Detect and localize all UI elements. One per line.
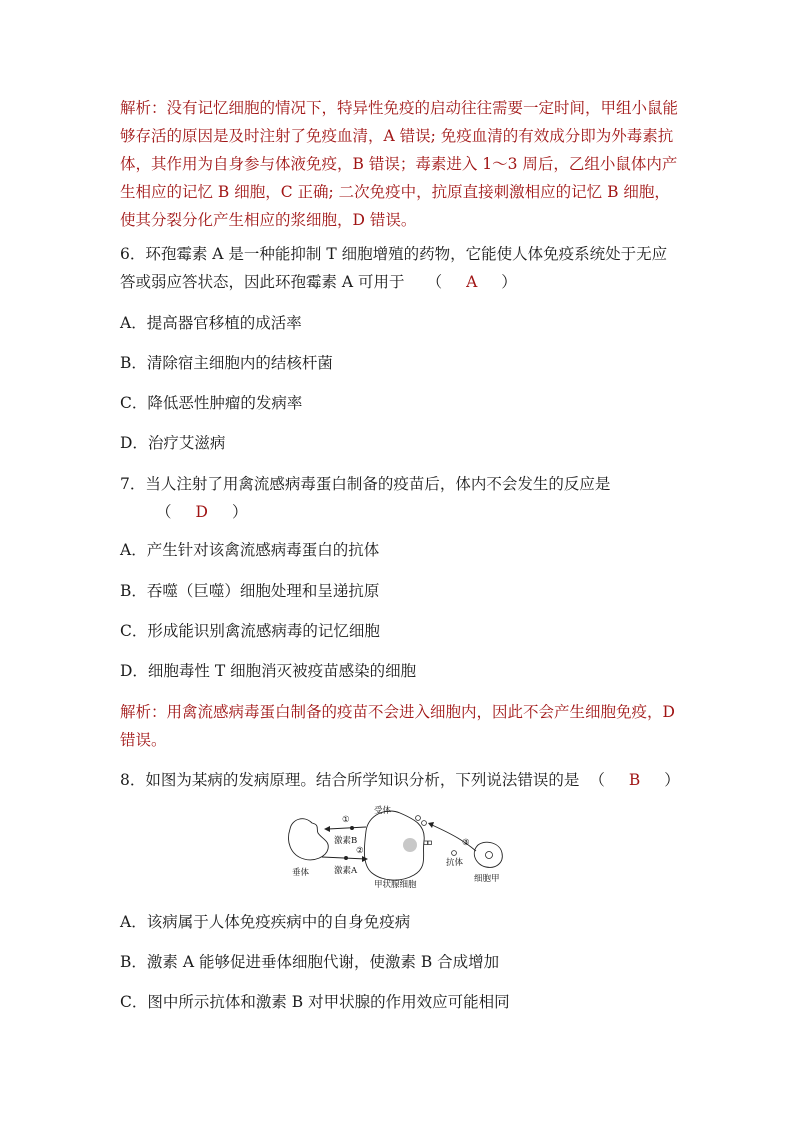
question-7-option-c: C．形成能识别禽流感病毒的记忆细胞 [120,622,380,640]
question-6-option-a: A．提高器官移植的成活率 [120,314,302,332]
question-7-option-a: A．产生针对该禽流感病毒蛋白的抗体 [120,541,380,559]
question-7-text: 7．当人注射了用禽流感病毒蛋白制备的疫苗后，体内不会发生的反应是 [120,475,611,493]
analysis-paragraph-1 [120,94,680,234]
arrow-head [428,822,434,828]
question-8-answer: B [628,771,641,789]
thyroid-nucleus [403,838,417,852]
label-step-3: ③ [462,838,470,848]
question-6-answer: A [466,273,478,291]
label-cell-jia: 细胞甲 [474,874,500,884]
paren-close: ） [501,273,517,291]
receptor-marker [416,816,421,821]
label-pituitary: 垂体 [292,868,310,878]
paren-close: ） [664,771,680,789]
cell-jia-nucleus [486,852,493,859]
receptor-marker [424,841,428,845]
analysis-text: 用禽流感病毒蛋白制备的疫苗不会进入细胞内，因此不会产生细胞免疫，D 错误。 [120,703,675,749]
paren-open: （ [156,503,172,521]
question-6-option-b: B．清除宿主细胞内的结核杆菌 [120,354,333,372]
paren-open: （ [426,273,443,291]
question-8-option-c: C．图中所示抗体和激素 B 对甲状腺的作用效应可能相同 [120,993,510,1011]
analysis-label: 解析： [120,99,167,117]
question-6-option-d: D．治疗艾滋病 [120,434,226,452]
antibody-marker [452,851,457,856]
question-7-option-b: B．吞噬（巨噬）细胞处理和呈递抗原 [120,582,380,600]
thyroid-disease-diagram [282,805,510,891]
receptor-marker [422,821,427,826]
paren-open: （ [589,771,605,789]
label-thyroid-cell: 甲状腺细胞 [374,880,417,890]
question-8-option-b: B．激素 A 能够促进垂体细胞代谢，使激素 B 合成增加 [120,953,500,971]
label-antibody: 抗体 [446,858,464,868]
analysis-text: 没有记忆细胞的情况下，特异性免疫的启动往往需要一定时间，甲组小鼠能够存活的原因是及时注射了免疫血清，A 错误; 免疫血清的有效成分即为外毒素抗体，其作用为自身参与体液免疫，B 错误；毒素进入 1～3 周后，乙组小鼠体内产生相应的记忆 B 细胞，C 正确; 二次免疫中，抗原直接刺激相应的记忆 B 细胞，使其分裂分化产生相应的浆细胞，D 错误。 [120,99,679,229]
question-7-option-d: D．细胞毒性 T 细胞消灭被疫苗感染的细胞 [120,662,417,680]
arrow-head [324,826,330,832]
hormone-a-dot [344,856,348,860]
label-receptor: 受体 [374,806,392,816]
question-8-option-a: A．该病属于人体免疫疾病中的自身免疫病 [120,913,411,931]
receptor-marker [428,841,432,845]
label-hormone-a: 激素A [334,866,358,876]
question-7-answer-line [120,498,680,526]
question-6-stem [120,240,680,296]
label-hormone-b: 激素B [334,836,358,846]
analysis-label: 解析： [120,703,167,721]
question-6-text: 6．环孢霉素 A 是一种能抑制 T 细胞增殖的药物，它能使人体免疫系统处于无应答或弱应答状态，因此环孢霉素 A 可用于 [120,245,668,291]
arrow-hormone-b [328,827,366,829]
label-step-1: ① [342,815,350,825]
analysis-paragraph-2 [120,698,680,754]
question-8-text: 8．如图为某病的发病原理。结合所学知识分析，下列说法错误的是 [120,771,580,789]
hormone-b-dot [350,826,354,830]
label-step-2: ② [356,846,364,856]
question-7-stem [120,470,680,526]
pituitary-shape [289,819,329,860]
question-6-option-c: C．降低恶性肿瘤的发病率 [120,394,303,412]
paren-close: ） [231,503,248,521]
question-7-answer: D [195,503,208,521]
question-8-stem [120,766,680,794]
